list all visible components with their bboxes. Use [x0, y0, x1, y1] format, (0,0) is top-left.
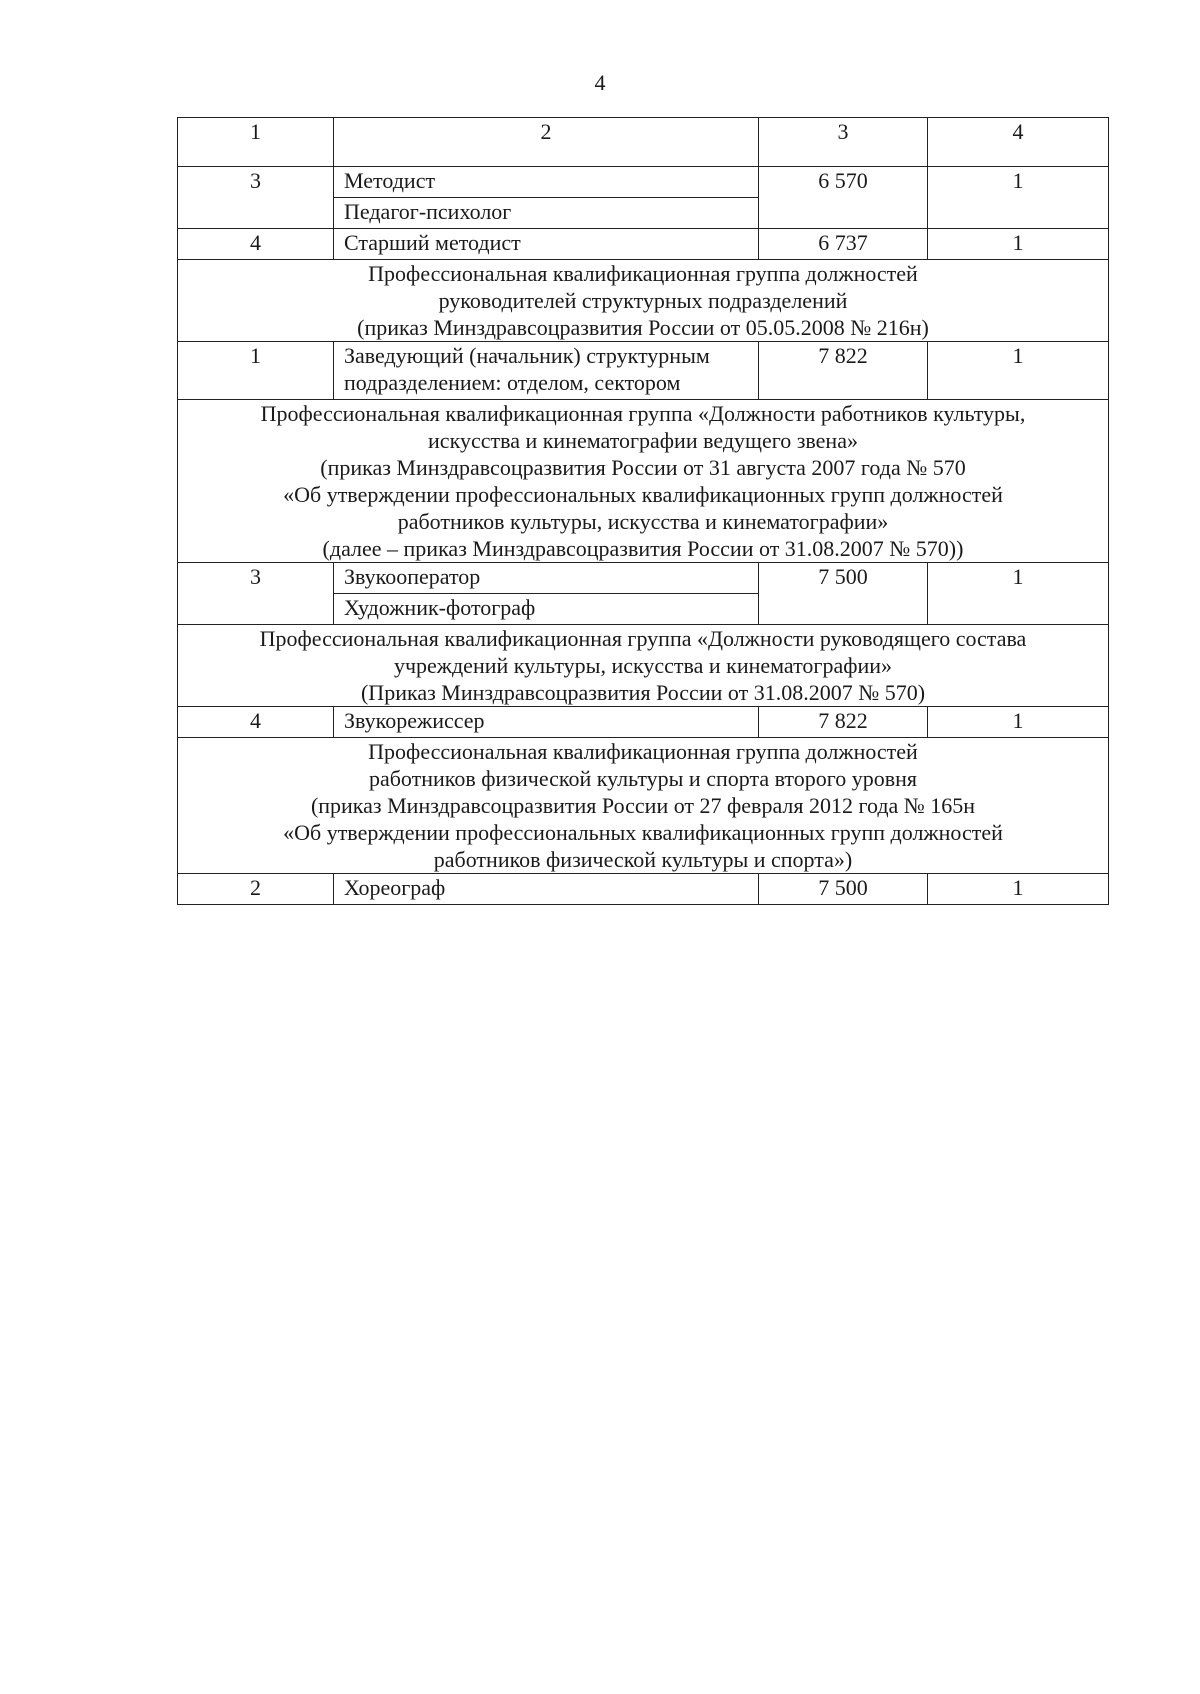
group-heading	[178, 738, 1109, 874]
header-cell-2: 2	[334, 118, 759, 167]
coefficient-value: 1	[928, 167, 1109, 229]
table-header-row	[178, 118, 1109, 167]
group-heading-line: Профессиональная квалификационная группа «Должности работников культуры,	[260, 401, 1026, 426]
row-number: 3	[178, 563, 334, 625]
row-number: 4	[178, 229, 334, 260]
group-heading-line: Профессиональная квалификационная группа «Должности руководящего состава	[259, 626, 1027, 651]
group-heading-row	[178, 738, 1109, 874]
group-heading-line: работников физической культуры и спорта»)	[433, 847, 853, 872]
position-name: Художник-фотограф	[334, 594, 759, 625]
group-heading-line: Профессиональная квалификационная группа должностей	[368, 261, 918, 286]
group-heading-line: учреждений культуры, искусства и кинематографии»	[393, 653, 893, 678]
table-row	[178, 563, 1109, 594]
group-heading-line: работников культуры, искусства и кинематографии»	[397, 509, 889, 534]
header-cell-1: 1	[178, 118, 334, 167]
salary-value: 7 500	[759, 874, 928, 905]
position-name: Методист	[334, 167, 759, 198]
row-number: 3	[178, 167, 334, 229]
group-heading	[178, 625, 1109, 707]
coefficient-value: 1	[928, 707, 1109, 738]
group-heading-line: «Об утверждении профессиональных квалификационных групп должностей	[283, 482, 1003, 507]
coefficient-value: 1	[928, 563, 1109, 625]
salary-table	[177, 117, 1109, 905]
position-name: Заведующий (начальник) структурным подразделением: отделом, сектором	[334, 342, 759, 400]
group-heading-line: (приказ Минздравсоцразвития России от 31 августа 2007 года № 570	[320, 455, 966, 480]
table-row	[178, 229, 1109, 260]
position-name: Старший методист	[334, 229, 759, 260]
group-heading-line: «Об утверждении профессиональных квалификационных групп должностей	[283, 820, 1003, 845]
group-heading-line: искусства и кинематографии ведущего звена»	[428, 428, 858, 453]
salary-value: 7 822	[759, 707, 928, 738]
group-heading-line: работников физической культуры и спорта второго уровня	[368, 766, 918, 791]
header-cell-4: 4	[928, 118, 1109, 167]
group-heading	[178, 260, 1109, 342]
table-row	[178, 167, 1109, 198]
group-heading-line: (приказ Минздравсоцразвития России от 05.05.2008 № 216н)	[357, 315, 929, 340]
group-heading	[178, 400, 1109, 563]
coefficient-value: 1	[928, 229, 1109, 260]
table-row	[178, 342, 1109, 400]
table-row	[178, 874, 1109, 905]
group-heading-row	[178, 625, 1109, 707]
group-heading-row	[178, 400, 1109, 563]
coefficient-value: 1	[928, 874, 1109, 905]
position-name: Звукорежиссер	[334, 707, 759, 738]
coefficient-value: 1	[928, 342, 1109, 400]
group-heading-line: Профессиональная квалификационная группа должностей	[368, 739, 918, 764]
group-heading-line: (Приказ Минздравсоцразвития России от 31.08.2007 № 570)	[360, 680, 926, 705]
group-heading-line: (далее – приказ Минздравсоцразвития России от 31.08.2007 № 570))	[322, 536, 964, 561]
group-heading-line: руководителей структурных подразделений	[438, 288, 848, 313]
salary-value: 6 737	[759, 229, 928, 260]
salary-value: 7 822	[759, 342, 928, 400]
page-number: 4	[594, 70, 606, 95]
row-number: 2	[178, 874, 334, 905]
salary-value: 6 570	[759, 167, 928, 229]
header-cell-3: 3	[759, 118, 928, 167]
position-name: Хореограф	[334, 874, 759, 905]
salary-value: 7 500	[759, 563, 928, 625]
row-number: 1	[178, 342, 334, 400]
group-heading-line: (приказ Минздравсоцразвития России от 27 февраля 2012 года № 165н	[310, 793, 976, 818]
table-row	[178, 707, 1109, 738]
position-name: Звукооператор	[334, 563, 759, 594]
row-number: 4	[178, 707, 334, 738]
position-name: Педагог-психолог	[334, 198, 759, 229]
group-heading-row	[178, 260, 1109, 342]
